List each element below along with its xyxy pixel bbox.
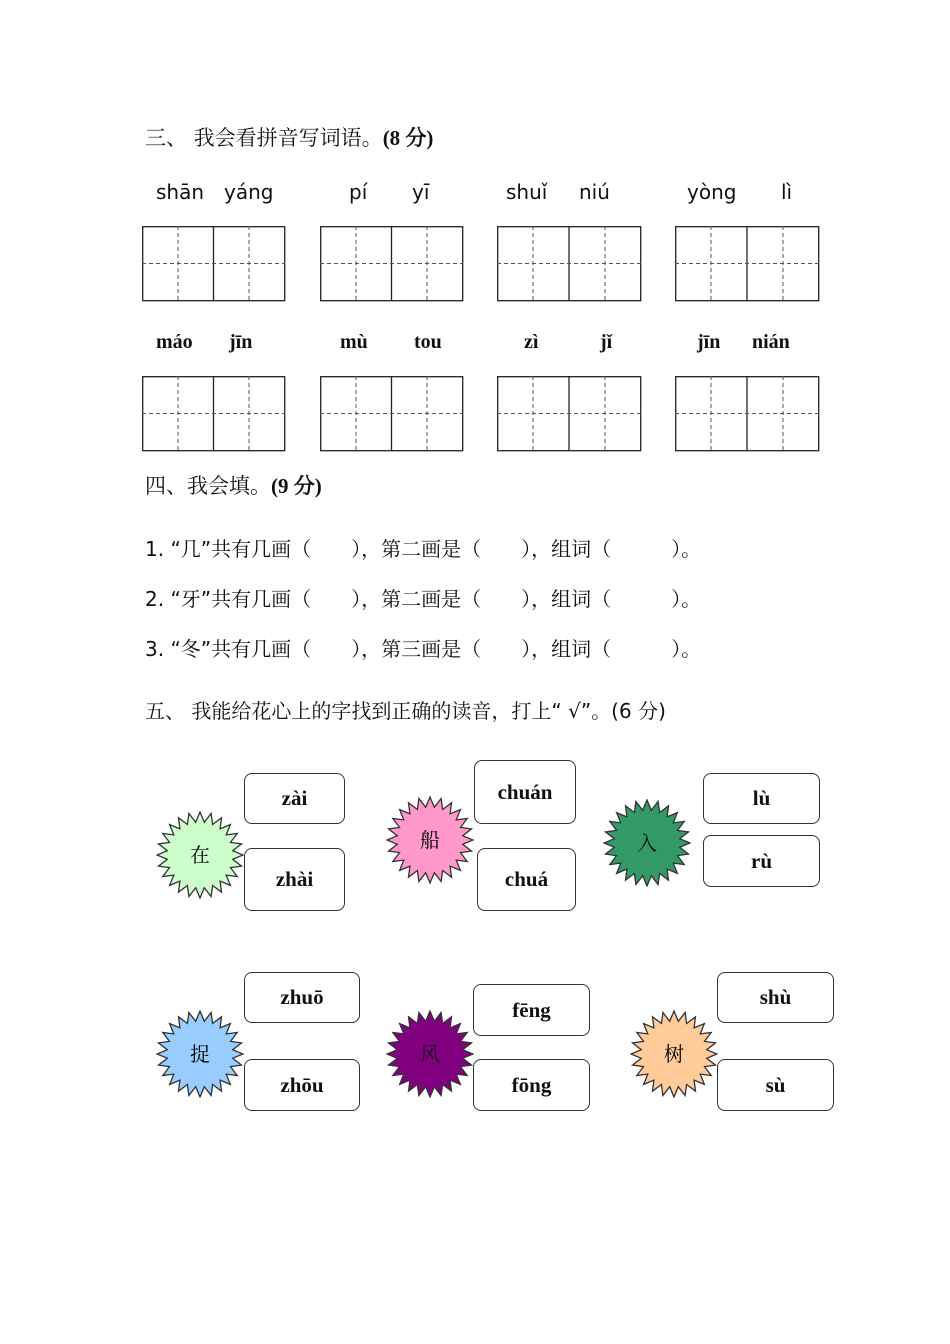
pinyin-3a: shuǐ bbox=[506, 180, 548, 204]
writing-grid[interactable] bbox=[142, 226, 286, 302]
pinyin-4a: yòng bbox=[687, 180, 737, 204]
flower-char: 船 bbox=[420, 828, 440, 852]
question-line-3: 3. “冬”共有几画（ ），第三画是（ ），组词（ ）。 bbox=[145, 637, 702, 661]
section4-score: (9 分) bbox=[271, 474, 322, 498]
option-box[interactable]: fōng bbox=[473, 1059, 590, 1111]
flower-char: 在 bbox=[190, 843, 210, 867]
option-box[interactable]: shù bbox=[717, 972, 834, 1023]
writing-grid[interactable] bbox=[675, 376, 820, 452]
pinyin-6a: mù bbox=[340, 331, 368, 353]
section4-title bbox=[145, 470, 322, 500]
option-box[interactable]: rù bbox=[703, 835, 820, 887]
option-box[interactable]: lù bbox=[703, 773, 820, 824]
writing-grid[interactable] bbox=[320, 376, 464, 452]
section5-title: 五、 我能给花心上的字找到正确的读音，打上“ √”。(6 分) bbox=[145, 699, 666, 723]
pinyin-2a: pí bbox=[349, 180, 368, 204]
section4-title-text: 四、我会填。 bbox=[145, 474, 271, 498]
pinyin-2b: yī bbox=[412, 180, 430, 204]
pinyin-5a: máo bbox=[156, 331, 193, 353]
writing-grid[interactable] bbox=[142, 376, 286, 452]
option-box[interactable]: zhuō bbox=[244, 972, 360, 1023]
flower-burst bbox=[156, 811, 244, 899]
section3-title-text: 三、 我会看拼音写词语。 bbox=[145, 126, 383, 150]
pinyin-4b: lì bbox=[781, 180, 793, 204]
writing-grid[interactable] bbox=[675, 226, 820, 302]
pinyin-5b: jīn bbox=[229, 331, 253, 353]
pinyin-7b: jǐ bbox=[600, 331, 613, 353]
option-box[interactable]: sù bbox=[717, 1059, 834, 1111]
pinyin-1b: yáng bbox=[224, 180, 274, 204]
flower-burst bbox=[603, 799, 691, 887]
pinyin-1a: shān bbox=[156, 180, 205, 204]
pinyin-3b: niú bbox=[579, 180, 610, 204]
pinyin-8a: jīn bbox=[697, 331, 721, 353]
question-line-2: 2. “牙”共有几画（ ），第二画是（ ），组词（ ）。 bbox=[145, 587, 702, 611]
pinyin-7a: zì bbox=[524, 331, 539, 353]
writing-grid[interactable] bbox=[497, 226, 642, 302]
flower-char: 捉 bbox=[190, 1042, 210, 1066]
flower-burst bbox=[386, 1010, 474, 1098]
flower-char: 树 bbox=[664, 1042, 684, 1066]
pinyin-8b: nián bbox=[752, 331, 790, 353]
writing-grid[interactable] bbox=[320, 226, 464, 302]
option-box[interactable]: chuá bbox=[477, 848, 576, 911]
pinyin-6b: tou bbox=[414, 331, 442, 353]
flower-burst bbox=[156, 1010, 244, 1098]
flower-burst bbox=[630, 1010, 718, 1098]
option-box[interactable]: fēng bbox=[473, 984, 590, 1036]
flower-burst bbox=[386, 796, 474, 884]
flower-char: 风 bbox=[420, 1042, 440, 1066]
option-box[interactable]: zhài bbox=[244, 848, 345, 911]
question-line-1: 1. “几”共有几画（ ），第二画是（ ），组词（ ）。 bbox=[145, 537, 702, 561]
writing-grid[interactable] bbox=[497, 376, 642, 452]
option-box[interactable]: zhōu bbox=[244, 1059, 360, 1111]
flower-char: 入 bbox=[637, 831, 657, 855]
option-box[interactable]: zài bbox=[244, 773, 345, 824]
option-box[interactable]: chuán bbox=[474, 760, 576, 824]
section3-title bbox=[145, 122, 433, 152]
section3-score: (8 分) bbox=[382, 126, 434, 150]
